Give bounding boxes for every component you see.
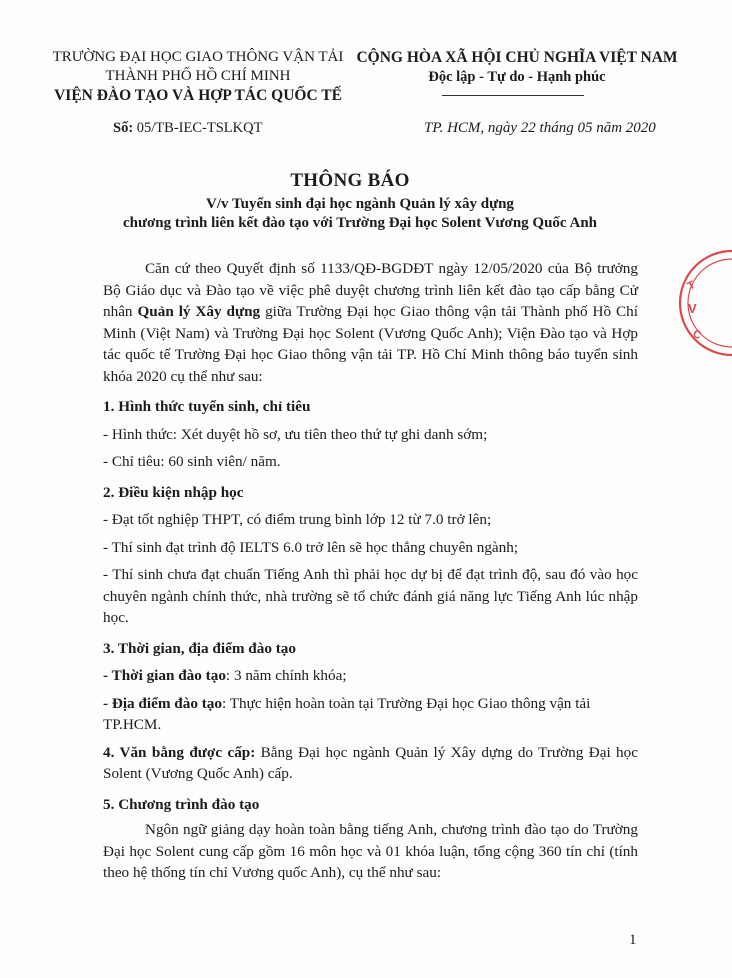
section-2-item: - Thí sinh chưa đạt chuẩn Tiếng Anh thì phải học dự bị để đạt trình độ, sau đó vào học chuyên ngành chính thức, nhà trường sẽ tổ chức đánh giá năng lực Tiếng Anh lúc nhập học. [103, 566, 638, 626]
subtitle-line-1: V/v Tuyển sinh đại học ngành Quản lý xây dựng [206, 196, 514, 212]
document-date: TP. HCM, ngày 22 tháng 05 năm 2020 [424, 120, 656, 136]
section-4-label: 4. Văn bằng được cấp: [103, 743, 256, 761]
university-city: THÀNH PHỐ HỒ CHÍ MINH [105, 68, 291, 84]
training-time [103, 665, 638, 687]
official-stamp-icon [672, 238, 732, 368]
national-motto: Độc lập - Tự do - Hạnh phúc [428, 69, 606, 85]
issuer-header [48, 48, 348, 105]
section-2-item: - Đạt tốt nghiệp THPT, có điểm trung bình lớp 12 từ 7.0 trở lên; [103, 511, 492, 528]
section-2-heading: 2. Điều kiện nhập học [103, 483, 244, 501]
training-time-value: : 3 năm chính khóa; [225, 667, 347, 684]
training-place-value: : Thực hiện hoàn toàn tại Trường Đại học Giao thông vận tải TP.HCM. [103, 694, 591, 733]
intro-program-name: Quản lý Xây dựng [137, 303, 261, 320]
section-3-heading: 3. Thời gian, địa điểm đào tạo [103, 639, 296, 657]
intro-text-2: giữa Trường Đại học Giao thông vận tải Thành phố Hồ Chí Minh (Việt Nam) và Trường Đại học Solent (Vương Quốc Anh); Viện Đào tạo và Hợp tác quốc tế Trường Đại học Giao thông vận tải TP. Hồ Chí Minh thông báo tuyển sinh khóa 2020 cụ thể như sau: [103, 303, 638, 385]
svg-text:V: V [688, 301, 697, 316]
document-number [113, 120, 262, 137]
training-place-label: - Địa điểm đào tạo [103, 694, 222, 712]
national-header [352, 48, 682, 87]
document-title: THÔNG BÁO [290, 170, 410, 191]
svg-text:T: T [685, 278, 698, 293]
training-place [103, 693, 638, 736]
training-time-label: - Thời gian đào tạo [103, 667, 226, 684]
page-number: 1 [629, 932, 637, 948]
intro-text-1: Căn cứ theo Quyết định số 1133/QĐ-BGDĐT ngày 12/05/2020 của Bộ trưởng Bộ Giáo dục và Đào tạo về việc phê duyệt chương trình liên kết đào tạo cấp bằng Cử nhân [103, 260, 638, 320]
document-body [103, 258, 638, 884]
section-5-heading: 5. Chương trình đào tạo [103, 795, 260, 813]
intro-paragraph [103, 258, 638, 387]
institute-name: VIỆN ĐÀO TẠO VÀ HỢP TÁC QUỐC TẾ [54, 87, 342, 104]
section-4 [103, 742, 638, 785]
document-subtitle [60, 195, 660, 233]
section-1-item: - Chỉ tiêu: 60 sinh viên/ năm. [103, 453, 281, 470]
motto-underline [442, 95, 584, 96]
subtitle-line-2: chương trình liên kết đào tạo với Trường Đại học Solent Vương Quốc Anh [122, 215, 598, 231]
svg-text:C: C [690, 327, 704, 343]
document-number-value: 05/TB-IEC-TSLKQT [136, 120, 263, 136]
university-name: TRƯỜNG ĐẠI HỌC GIAO THÔNG VẬN TẢI [52, 49, 344, 65]
section-5-text: Ngôn ngữ giảng dạy hoàn toàn bằng tiếng Anh, chương trình đào tạo do Trường Đại học Solent cung cấp gồm 16 môn học và 01 khóa luận, tổng cộng 360 tín chỉ (tính theo hệ thống tín chỉ Vương quốc Anh), cụ thể như sau: [103, 821, 638, 881]
document-number-label: Số: [113, 120, 134, 136]
section-1-item: - Hình thức: Xét duyệt hồ sơ, ưu tiên theo thứ tự ghi danh sớm; [103, 425, 488, 443]
section-1-heading: 1. Hình thức tuyển sinh, chỉ tiêu [103, 398, 311, 415]
nation-name: CỘNG HÒA XÃ HỘI CHỦ NGHĨA VIỆT NAM [356, 49, 678, 66]
section-4-value: Bằng Đại học ngành Quản lý Xây dựng do Trường Đại học Solent (Vương Quốc Anh) cấp. [103, 743, 638, 782]
section-2-item: - Thí sinh đạt trình độ IELTS 6.0 trở lên sẽ học thẳng chuyên ngành; [103, 538, 519, 556]
